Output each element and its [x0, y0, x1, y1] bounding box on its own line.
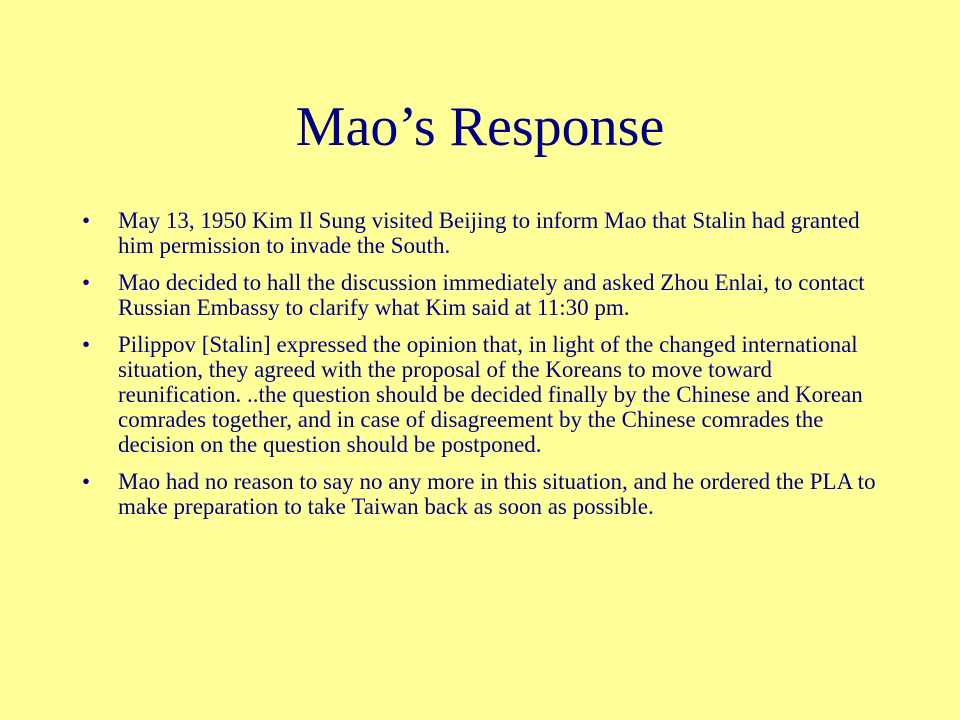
- bullet-mark: •: [82, 332, 91, 357]
- bullet-text: Mao decided to hall the discussion immediately and asked Zhou Enlai, to contact Russian Embassy to clarify what Kim said at 11:30 pm.: [118, 270, 865, 320]
- bullet-text: May 13, 1950 Kim Il Sung visited Beijing to inform Mao that Stalin had granted him permission to invade the South.: [118, 208, 860, 258]
- bullet-list: [82, 208, 892, 531]
- bullet-mark: •: [82, 469, 91, 494]
- bullet-mark: •: [82, 270, 91, 295]
- bullet-mark: •: [82, 208, 91, 233]
- bullet-item: [82, 469, 892, 519]
- slide-title: Mao’s Response: [295, 96, 665, 158]
- bullet-item: [82, 270, 892, 320]
- bullet-text: Pilippov [Stalin] expressed the opinion that, in light of the changed international situation, they agreed with the proposal of the Koreans to move toward reunification. ..the question should be decided finally by the Chinese and Korean comrades together, and in case of disagreement by the Chinese comrades the decision on the question should be postponed.: [118, 332, 863, 457]
- bullet-item: [82, 332, 892, 457]
- bullet-item: [82, 208, 892, 258]
- bullet-text: Mao had no reason to say no any more in this situation, and he ordered the PLA to make preparation to take Taiwan back as soon as possible.: [118, 469, 876, 519]
